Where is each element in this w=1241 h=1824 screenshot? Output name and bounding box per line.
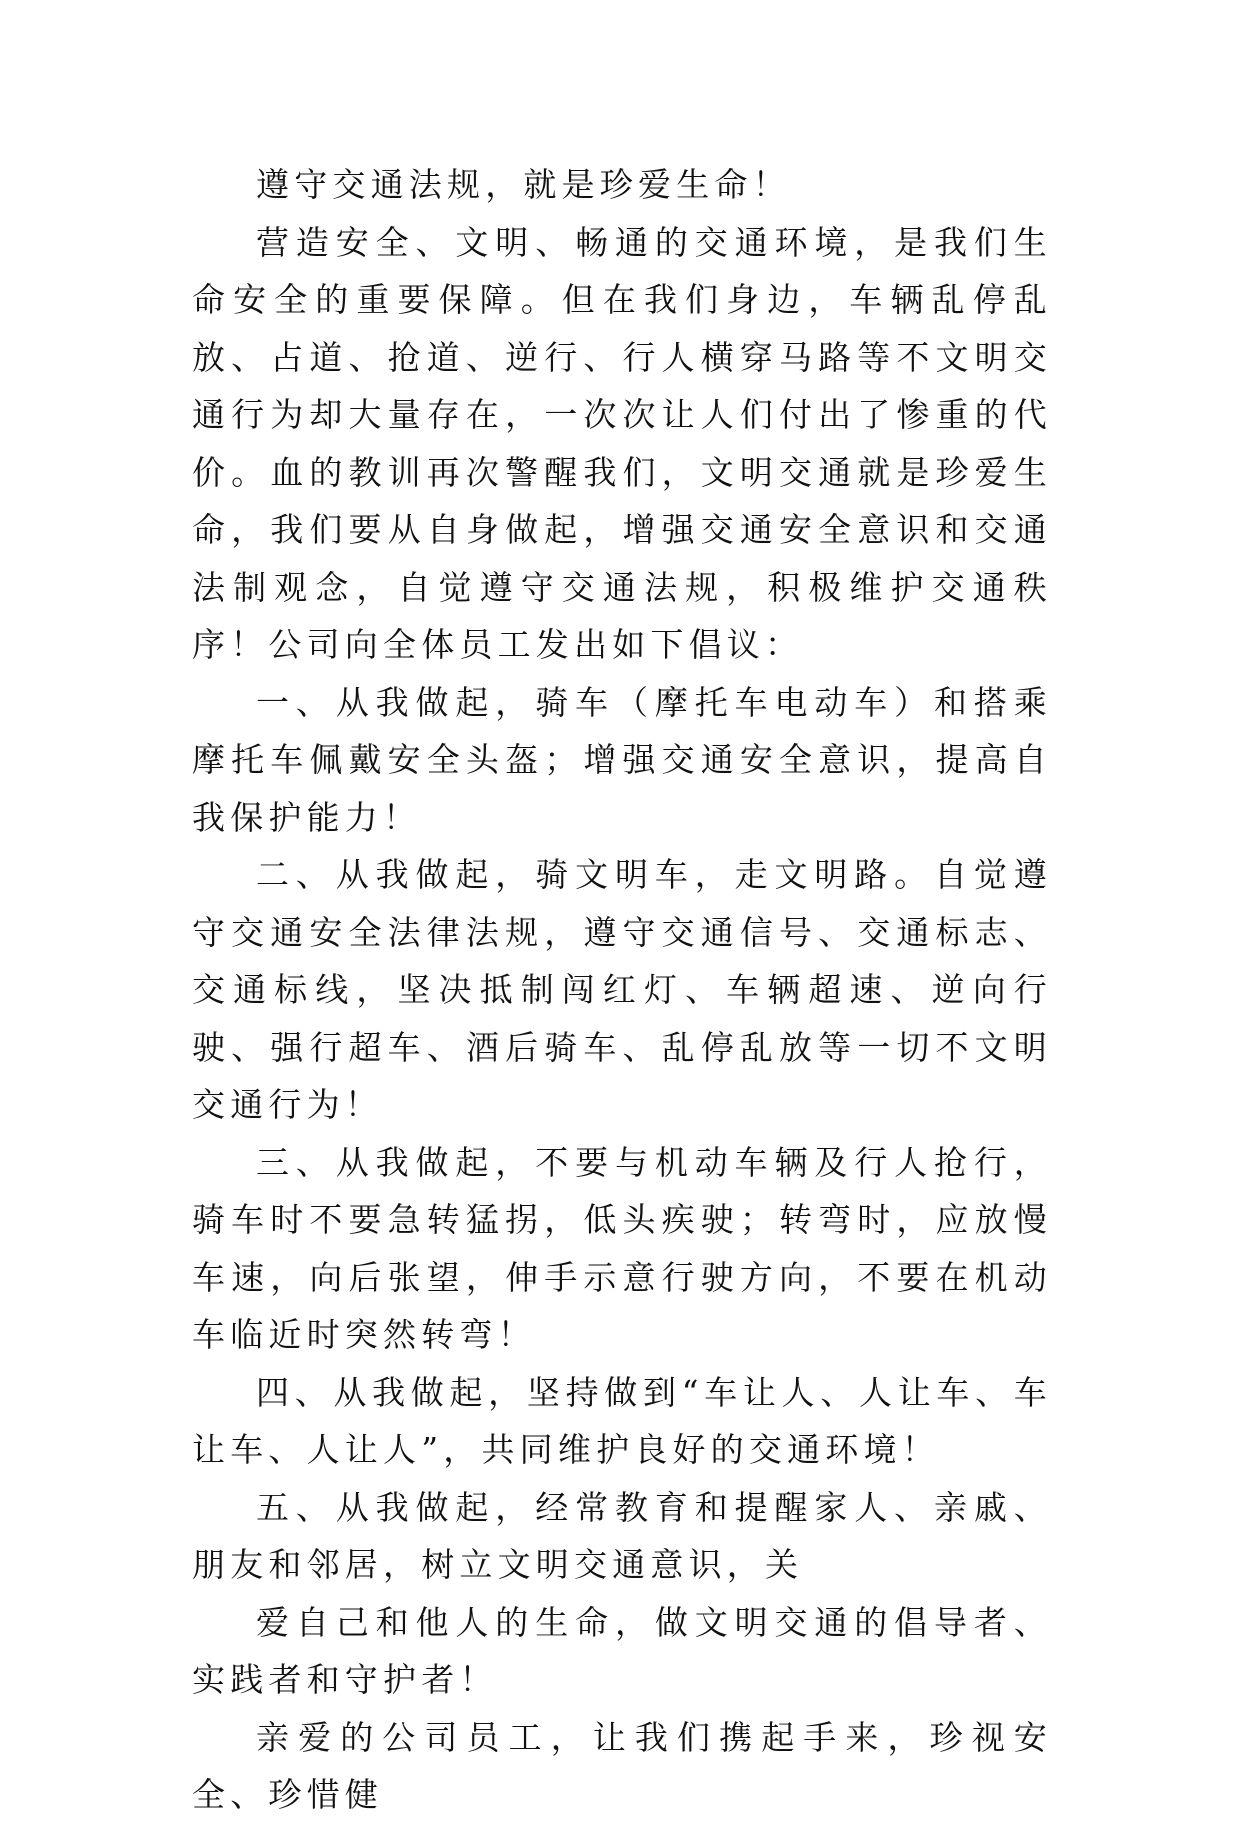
- proposal-item-1: 一、从我做起，骑车（摩托车电动车）和搭乘摩托车佩戴安全头盔；增强交通安全意识，提高自我保护能力！: [192, 682, 1052, 837]
- proposal-item-4: 四、从我做起，坚持做到“车让人、人让车、车让车、人让人”，共同维护良好的交通环境！: [192, 1372, 1052, 1469]
- proposal-item-3: 三、从我做起，不要与机动车辆及行人抢行，骑车时不要急转猛拐，低头疾驶；转弯时，应放慢车速，向后张望，伸手示意行驶方向，不要在机动车临近时突然转弯！: [192, 1142, 1052, 1354]
- proposal-item-5: 五、从我做起，经常教育和提醒家人、亲戚、朋友和邻居，树立文明交通意识，关: [192, 1487, 1052, 1584]
- document-body: [192, 156, 1052, 1824]
- proposal-item-2: 二、从我做起，骑文明车，走文明路。自觉遵守交通安全法律法规，遵守交通信号、交通标志、交通标线，坚决抵制闯红灯、车辆超速、逆向行驶、强行超车、酒后骑车、乱停乱放等一切不文明交通行为！: [192, 855, 1052, 1124]
- closing-paragraph: 亲爱的公司员工，让我们携起手来，珍视安全、珍惜健: [192, 1717, 1052, 1814]
- intro-paragraph: 营造安全、文明、畅通的交通环境，是我们生命安全的重要保障。但在我们身边，车辆乱停乱放、占道、抢道、逆行、行人横穿马路等不文明交通行为却大量存在，一次次让人们付出了惨重的代价。血的教训再次警醒我们，文明交通就是珍爱生命，我们要从自身做起，增强交通安全意识和交通法制观念，自觉遵守交通法规，积极维护交通秩序！公司向全体员工发出如下倡议：: [192, 222, 1052, 664]
- heading-paragraph: 遵守交通法规，就是珍爱生命！: [256, 165, 791, 204]
- proposal-item-5-continued: 爱自己和他人的生命，做文明交通的倡导者、实践者和守护者！: [192, 1602, 1052, 1699]
